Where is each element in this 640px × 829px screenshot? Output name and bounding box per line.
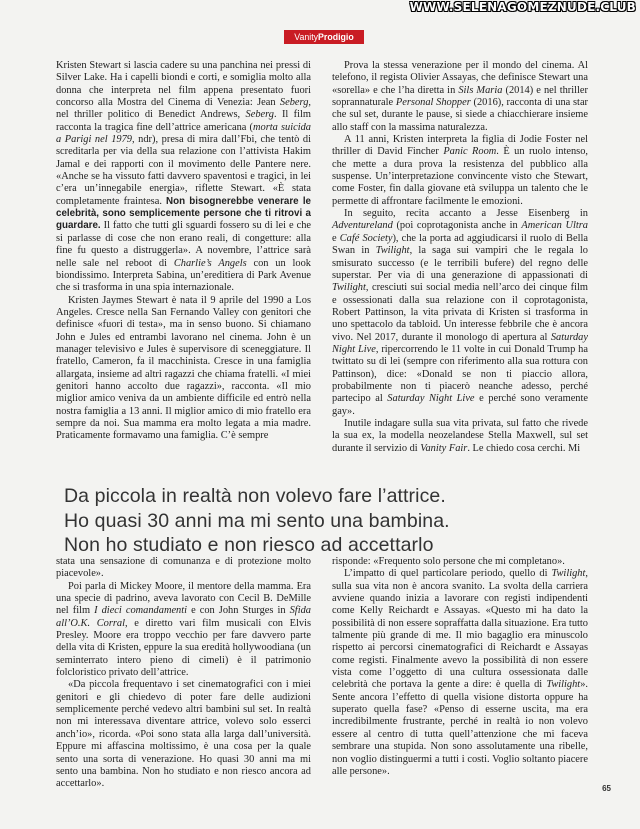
article-column-2 xyxy=(332,60,588,455)
paragraph: Inutile indagare sulla sua vita privata, sul fatto che rivede la sua ex, la modella neozelandese Stella Maxwell, sul set durante il servizio di Vanity Fair. Le chiedo cosa cerchi. Mi xyxy=(332,417,588,454)
article-column-4 xyxy=(332,556,588,778)
paragraph: Prova la stessa venerazione per il mondo del cinema. Al telefono, il regista Olivier Assayas, che definisce Stewart una «sorella» e che l’ha diretta in Sils Maria (2014) e nel thriller soprannaturale Personal Shopper (2016), racconta di una star che sul set, durante le pause, si siede a chiacchierare insieme allo staff con la massima naturalezza. xyxy=(332,60,589,133)
paragraph: A 11 anni, Kristen interpreta la figlia di Jodie Foster nel thriller di David Fincher Panic Room. È un ruolo intenso, che mette a dura prova la resistenza del pubblico alla suspense. Un’interpretazione convincente visto che Stewart, come Foster, fin dalla giovane età sviluppa un talento che le permette di affrontare facilmente le emozioni. xyxy=(332,134,588,207)
pull-quote-line: Da piccola in realtà non volevo fare l’attrice. xyxy=(64,485,446,507)
paragraph: In seguito, recita accanto a Jesse Eisenberg in Adventureland (poi coprotagonista anche in American Ultra e Café Society), che la porta ad aggiudicarsi il ruolo di Bella Swan in Twilight, la saga sui vampiri che le regala lo smisurato successo (e le terribili bufere) del regno delle superstar. Per via di una generazione di appassionati di Twilight, cresciuti sui social media nell’arco dei cinque film e ossessionati dalla sua relazione con il coprotagonista, Robert Pattinson, la vita privata di Kristen si trasforma in uno spettacolo da tabloid. Un interesse febbrile che è ancora vivo. Nel 2017, durante il monologo di apertura al Saturday Night Live, ripercorrendo le 11 volte in cui Donald Trump ha twittato su di lei (sempre con riferimento alla sua rottura con Pattinson), dice: «Donald se non ti piaccio allora, probabilmente non ti piacerò neanche adesso, perché partecipo al Saturday Night Live e perché sono veramente gay». xyxy=(332,208,588,417)
section-tab xyxy=(284,30,364,44)
article-column-3 xyxy=(56,556,311,791)
section-tab-label: Prodigio xyxy=(318,32,354,42)
article-column-1 xyxy=(56,60,311,443)
pull-quote xyxy=(64,484,604,558)
paragraph: Kristen Stewart si lascia cadere su una panchina nei pressi di Silver Lake. Ha i capelli biondi e corti, e somiglia molto alla donna che interpreta nel film appena presentato fuori concorso alla Mostra del Cinema di Venezia: Jean Seberg, nel thriller politico di Benedict Andrews, Seberg. Il film racconta la tragica fine dell’attrice americana (morta suicida a Parigi nel 1979, ndr), presa di mira dall’Fbi, che tentò di screditarla per via della sua relazione con l’attivista Hakim Jamal e dei rapporti con il movimento delle Pantere nere. «Anche se ha vissuto fatti davvero spaventosi e tragici, in lei c’era un’innegabile energia», riflette Stewart. «È stata completamente fraintesa. Non bisognerebbe venerare le celebrità, sono semplicemente persone che ti ritrovi a guardare. Il fatto che tutti gli sguardi fossero su di lei e che si parlasse di cose che non erano reali, di congetture: alla fine fu questo a distruggerla». A novembre, l’attrice sarà nelle sale nel reboot di Charlie’s Angels con un look biondissimo. Interpreta Sabina, un’ereditiera di Park Avenue che si trasforma in una spia internazionale. xyxy=(56,60,312,294)
page-number: 65 xyxy=(602,784,611,793)
pull-quote-line: Non ho studiato e non riesco ad accettarlo xyxy=(64,534,434,556)
section-tab-prefix: Vanity xyxy=(294,32,319,42)
paragraph: stata una sensazione di comunanza e di protezione molto piacevole». xyxy=(56,556,311,580)
paragraph: Kristen Jaymes Stewart è nata il 9 aprile del 1990 a Los Angeles. Cresce nella San Fernando Valley con genitori che definisce «fuori di testa», ma in senso buono. Si chiamano John e Jules ed entrambi lavorano nel cinema. John è un manager televisivo e Jules è supervisore di sceneggiature. Il fratello, Cameron, fa il macchinista. Cresce in una famiglia allargata, insieme ad altri ragazzi che chiama fratelli. «I miei genitori hanno accolto due ragazzi», racconta. «Il mio miglior amico veniva da un ambiente difficile ed entrò nella nostra famiglia a 13 anni. Il miglior amico di mio fratello era sempre da noi. Sua mamma era molto legata a mia madre. Praticamente formavamo una famiglia. C’è sempre xyxy=(56,294,311,442)
paragraph: «Da piccola frequentavo i set cinematografici con i miei genitori e gli chiedevo di poter fare delle audizioni semplicemente perché vedevo altri bambini sul set. In realtà non mi interessava diventare attrice, volevo solo esserci anch’io», ricorda. «Poi sono stata alla larga dall’università. Eppure mi affascina moltissimo, è una cosa per la quale sento una sorta di venerazione. Ho quasi 30 anni ma mi sento una bambina. Non ho studiato e non riesco ancora ad accettarlo». xyxy=(56,679,311,790)
pull-quote-line: Ho quasi 30 anni ma mi sento una bambina. xyxy=(64,509,450,532)
watermark: WWW.SELENAGOMEZNUDE.CLUB xyxy=(409,0,636,14)
paragraph: L’impatto di quel particolare periodo, quello di Twilight, sulla sua vita non è ancora svanito. La svolta della carriera avviene quando inizia a lavorare con registi indipendenti come Kelly Reichardt e Assayas. «Questo mi ha dato la possibilità di non essere sopraffatta dalla situazione. Era tutto talmente più grande di me. Il mio bagaglio era minuscolo rispetto ai percorsi cinematografici di Reichardt e Assayas come registi. Finalmente avevo la possibilità di non essere vista come l’oggetto di una cultura ossessionata dalle celebrità che portava la gente a dire: è quella di Twilight». Sente ancora l’effetto di quella visione distorta oppure ha superato quella fase? «Penso di esserne uscita, ma era incredibilmente frustrante, perché in realtà io non volevo essere al centro di tutta quell’attenzione che mi faceva sembrare una stupida. Non sono assolutamente una ribelle, non voglio distinguermi a tutti i costi. Voglio soltanto piacere alle persone». xyxy=(332,568,588,777)
paragraph: risponde: «Frequento solo persone che mi completano». xyxy=(332,556,565,567)
paragraph: Poi parla di Mickey Moore, il mentore della mamma. Era una specie di padrino, aveva lavorato con Cecil B. DeMille nel film I dieci comandamenti e con John Sturges in Sfida all’O.K. Corral, e diretto vari film musicali con Elvis Presley. Moore era troppo vecchio per fare davvero parte della vita di Kristen, eppure la sua eredità hollywoodiana (un seminterrato intero pieno di cimeli) è il patrimonio folcloristico privato dell’attrice. xyxy=(56,580,311,679)
